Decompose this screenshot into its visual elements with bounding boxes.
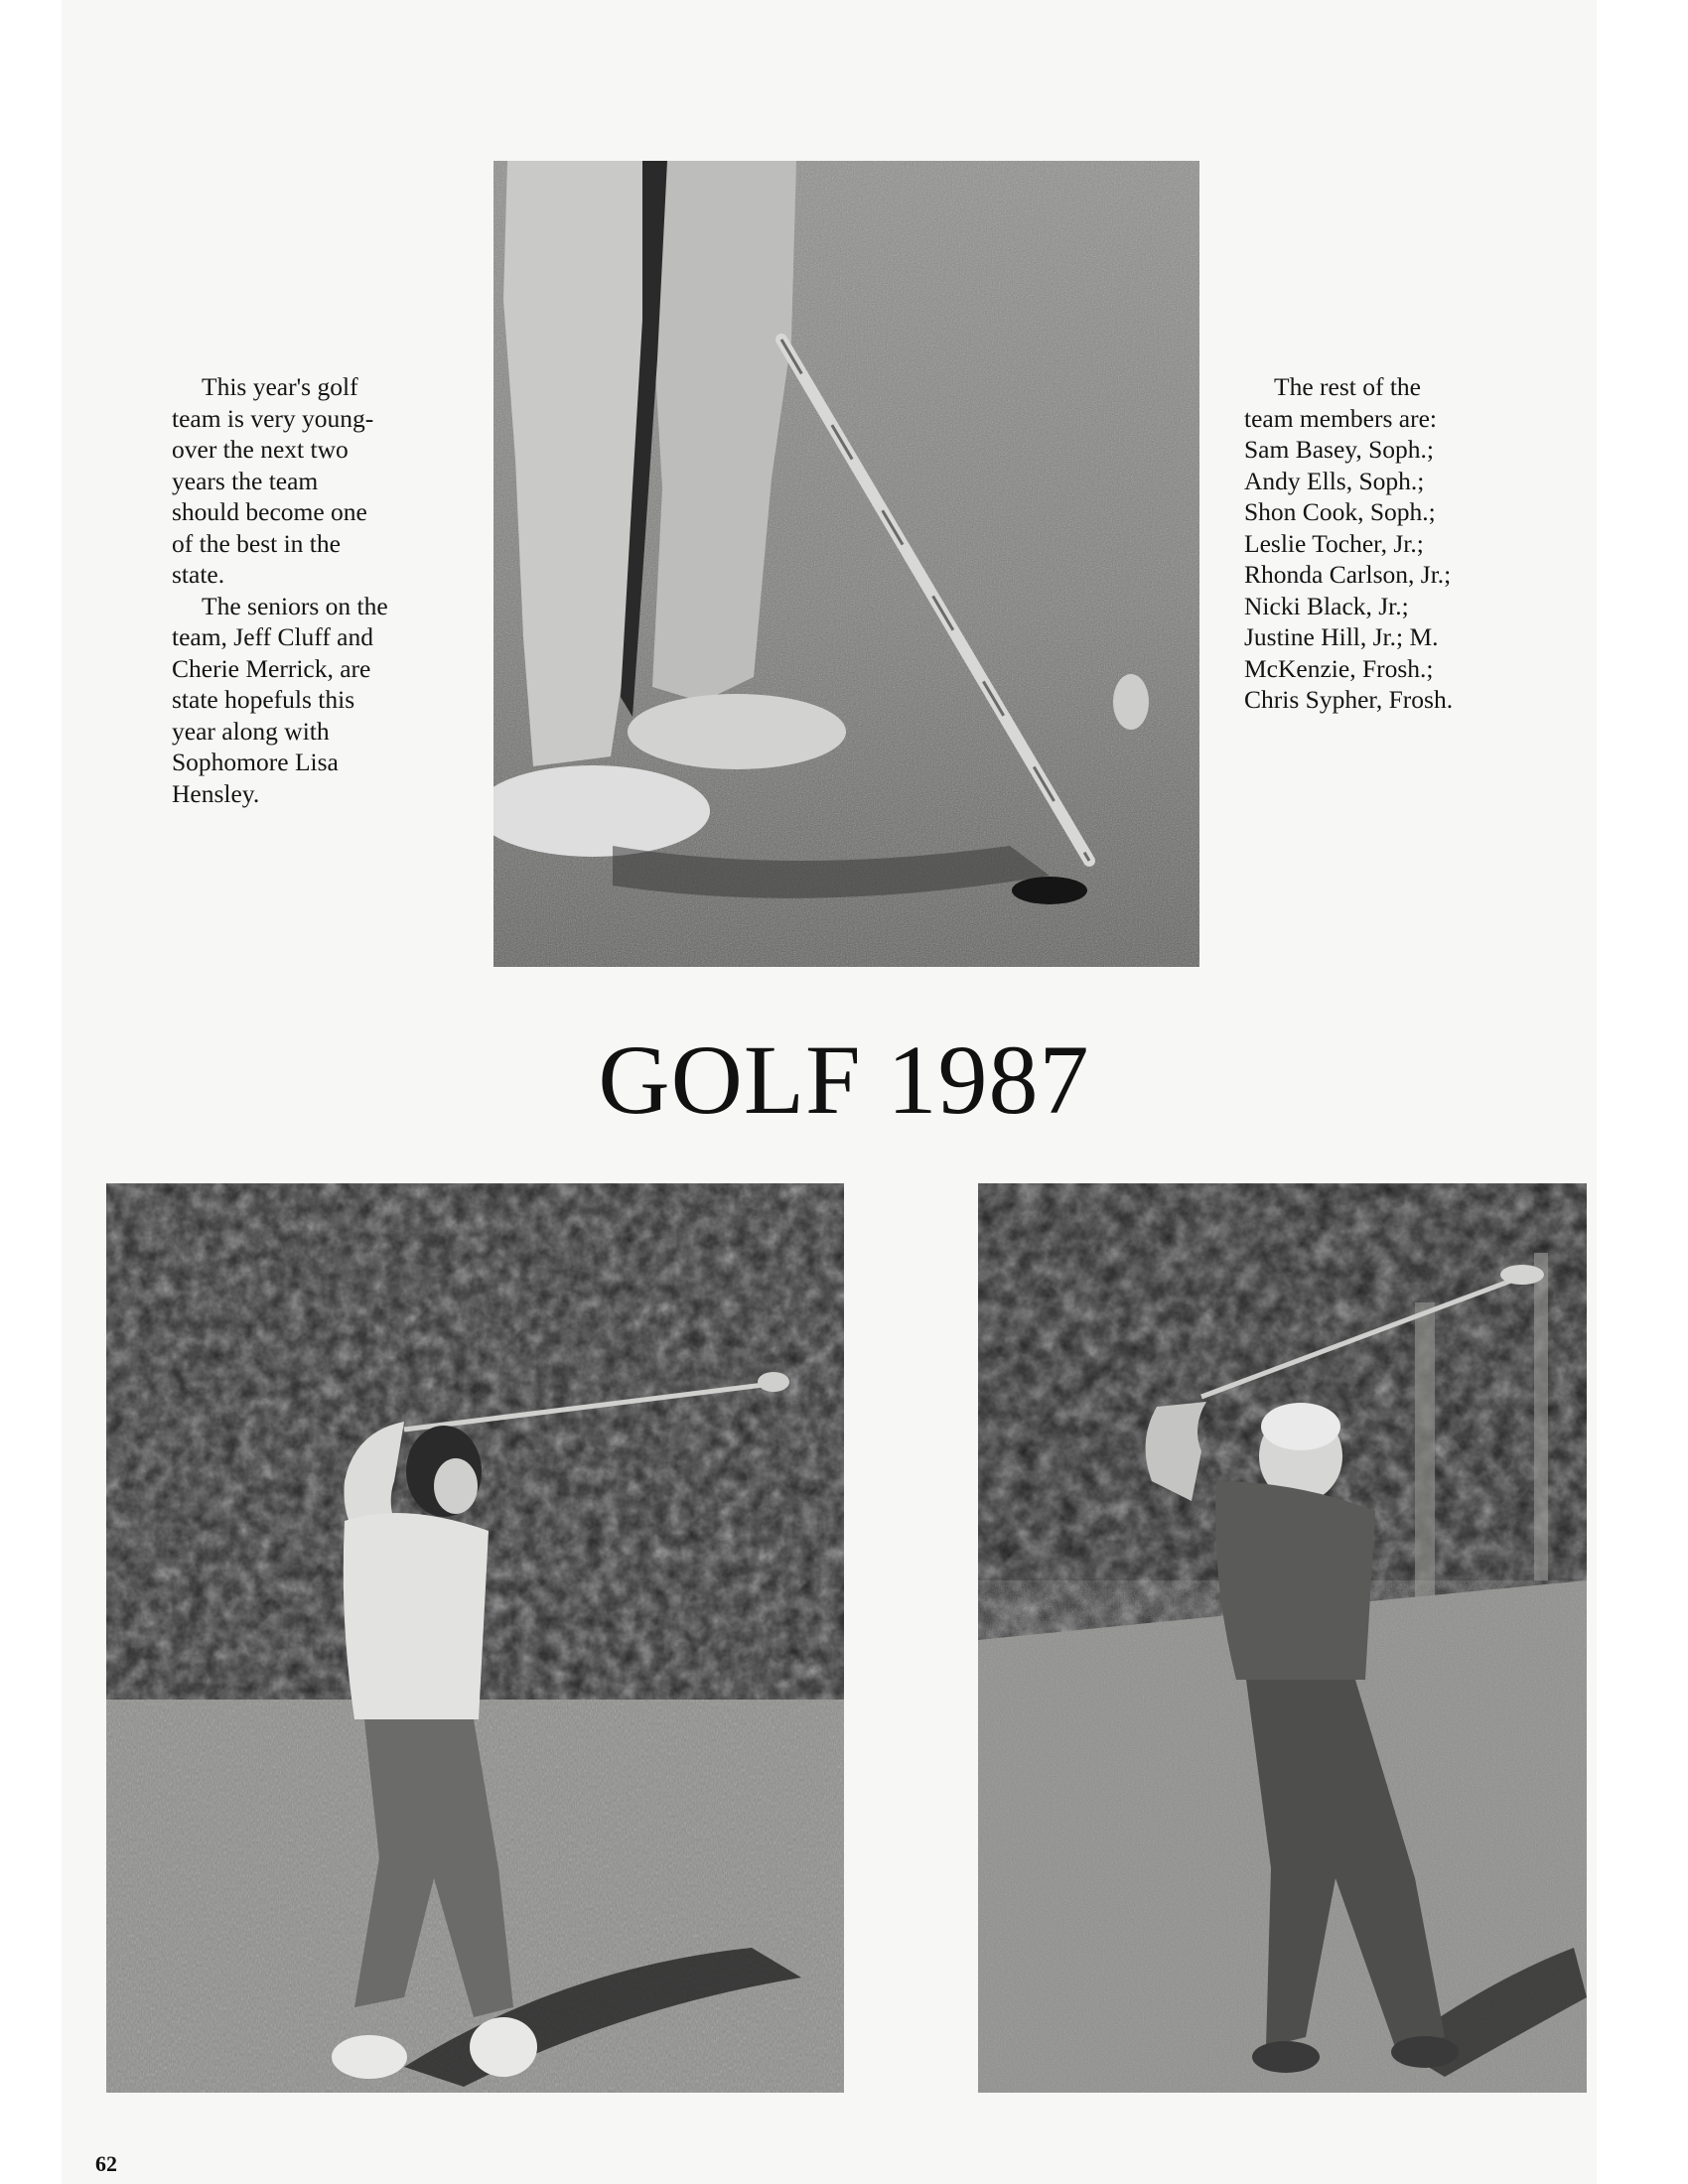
team-members-line: Sam Basey, Soph.; <box>1244 435 1435 464</box>
team-members-line: Nicki Black, Jr.; <box>1244 591 1409 620</box>
team-members-line: Justine Hill, Jr.; M. <box>1244 622 1439 651</box>
intro-line: year along with <box>172 716 330 746</box>
golfer-legs-photo <box>493 161 1199 967</box>
team-members-line: Rhonda Carlson, Jr.; <box>1244 560 1452 589</box>
intro-line: The seniors on the <box>202 591 388 620</box>
intro-line: team is very young- <box>172 403 374 433</box>
intro-line: should become one <box>172 497 367 526</box>
page-number: 62 <box>95 2151 117 2176</box>
intro-line: Cherie Merrick, are <box>172 653 371 683</box>
golfer-swing-illustration-left <box>106 1183 844 2093</box>
intro-line: over the next two <box>172 435 349 464</box>
team-members-line: The rest of the <box>1274 372 1421 401</box>
team-members-line: Andy Ells, Soph.; <box>1244 466 1425 495</box>
team-members-line: McKenzie, Frosh.; <box>1244 653 1434 683</box>
golfer-swing-illustration-right <box>978 1183 1587 2093</box>
intro-line: years the team <box>172 466 319 495</box>
intro-line: team, Jeff Cluff and <box>172 622 374 651</box>
intro-line: Hensley. <box>172 778 260 808</box>
golfer-swing-photo-right <box>978 1183 1587 2093</box>
team-members-line: Shon Cook, Soph.; <box>1244 497 1436 526</box>
intro-line: Sophomore Lisa <box>172 748 339 776</box>
intro-line: state hopefuls this <box>172 685 355 714</box>
team-members-line: Chris Sypher, Frosh. <box>1244 685 1454 714</box>
intro-line: state. <box>172 560 225 589</box>
team-members-line: team members are: <box>1244 403 1437 433</box>
team-members-paragraph <box>1244 371 1562 716</box>
intro-paragraph <box>172 371 470 809</box>
team-members-line: Leslie Tocher, Jr.; <box>1244 528 1424 558</box>
golfer-swing-photo-left <box>106 1183 844 2093</box>
intro-line: of the best in the <box>172 528 341 558</box>
golfer-legs-illustration <box>493 161 1199 967</box>
intro-line: This year's golf <box>202 372 358 401</box>
page-title: GOLF 1987 <box>598 1024 1090 1135</box>
